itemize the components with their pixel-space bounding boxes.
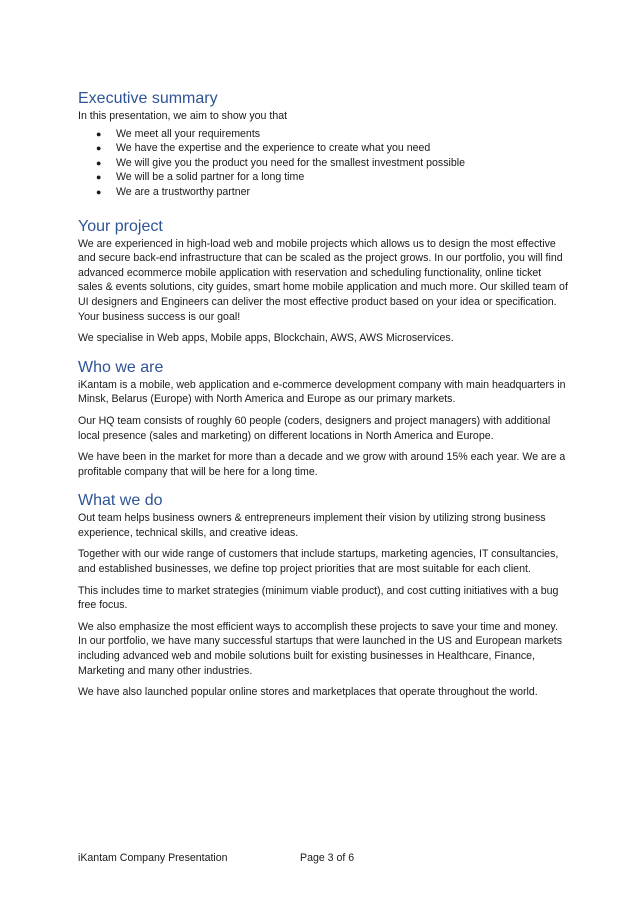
section-your-project bbox=[78, 218, 568, 346]
bullet-icon: ● bbox=[96, 128, 102, 139]
list-item: ● We have the expertise and the experience to create what you need bbox=[96, 142, 431, 155]
section-heading: Who we are bbox=[78, 358, 164, 376]
paragraph: This includes time to market strategies (minimum viable product), and cost cutting initiatives with a bug free focus. bbox=[78, 584, 559, 612]
paragraph: We have also launched popular online stores and marketplaces that operate throughout the world. bbox=[78, 686, 538, 699]
paragraph: We also emphasize the most efficient ways to accomplish these projects to save your time and money. In our portfolio, we have many successful startups that were launched in the US and European markets including advanced web and mobile solutions built for existing businesses in Healthcare, Finance, Marketing and many other industries. bbox=[78, 620, 563, 677]
paragraph: We are experienced in high-load web and mobile projects which allows us to design the most effective and secure back-end infrastructure that can be scaled as the project grows. In our portfolio, you will find advanced ecommerce mobile application with reservation and scheduling functionality, online ticket sales & events solutions, city guides, smart home mobile application and much more. Our skilled team of UI designers and Engineers can deliver the most effective product based on your idea or specification. Your business success is our goal! bbox=[78, 237, 568, 323]
section-heading: Executive summary bbox=[78, 90, 218, 107]
bullet-icon: ● bbox=[96, 186, 102, 197]
paragraph: Together with our wide range of customers that include startups, marketing agencies, IT consultancies, and established businesses, we define top project priorities that are most suitable for each client. bbox=[78, 548, 559, 576]
page-footer bbox=[78, 851, 354, 865]
bullet-icon: ● bbox=[96, 157, 102, 168]
section-what-we-do bbox=[78, 492, 568, 700]
list-item: ● We will give you the product you need for the smallest investment possible bbox=[96, 156, 465, 169]
section-executive-summary bbox=[78, 90, 568, 200]
list-item: ● We meet all your requirements bbox=[96, 127, 261, 140]
page-number: Page 3 of 6 bbox=[300, 852, 355, 864]
page-content bbox=[78, 90, 568, 713]
paragraph: We have been in the market for more than a decade and we grow with around 15% each year. We are a profitable company that will be here for a long time. bbox=[78, 451, 566, 478]
list-item: ● We will be a solid partner for a long time bbox=[96, 171, 305, 184]
bullet-icon: ● bbox=[96, 143, 102, 154]
footer-document-title: iKantam Company Presentation bbox=[78, 852, 228, 864]
bullet-list bbox=[78, 127, 568, 200]
paragraph: We specialise in Web apps, Mobile apps, Blockchain, AWS, AWS Microservices. bbox=[78, 332, 454, 345]
section-heading: What we do bbox=[78, 492, 163, 510]
paragraph: Our HQ team consists of roughly 60 people (coders, designers and project managers) with additional local presence (sales and marketing) on different locations in North America and Europe. bbox=[78, 414, 551, 442]
paragraph: Out team helps business owners & entrepreneurs implement their vision by utilizing strong business experience, technical skills, and creative ideas. bbox=[78, 512, 546, 539]
intro-paragraph: In this presentation, we aim to show you that bbox=[78, 110, 288, 122]
paragraph: iKantam is a mobile, web application and e-commerce development company with main headquarters in Minsk, Belarus (Europe) with North America and Europe as our primary markets. bbox=[78, 378, 566, 406]
section-heading: Your project bbox=[78, 217, 163, 235]
section-who-we-are bbox=[78, 359, 568, 480]
list-item: ● We are a trustworthy partner bbox=[96, 185, 251, 198]
bullet-icon: ● bbox=[96, 172, 102, 183]
